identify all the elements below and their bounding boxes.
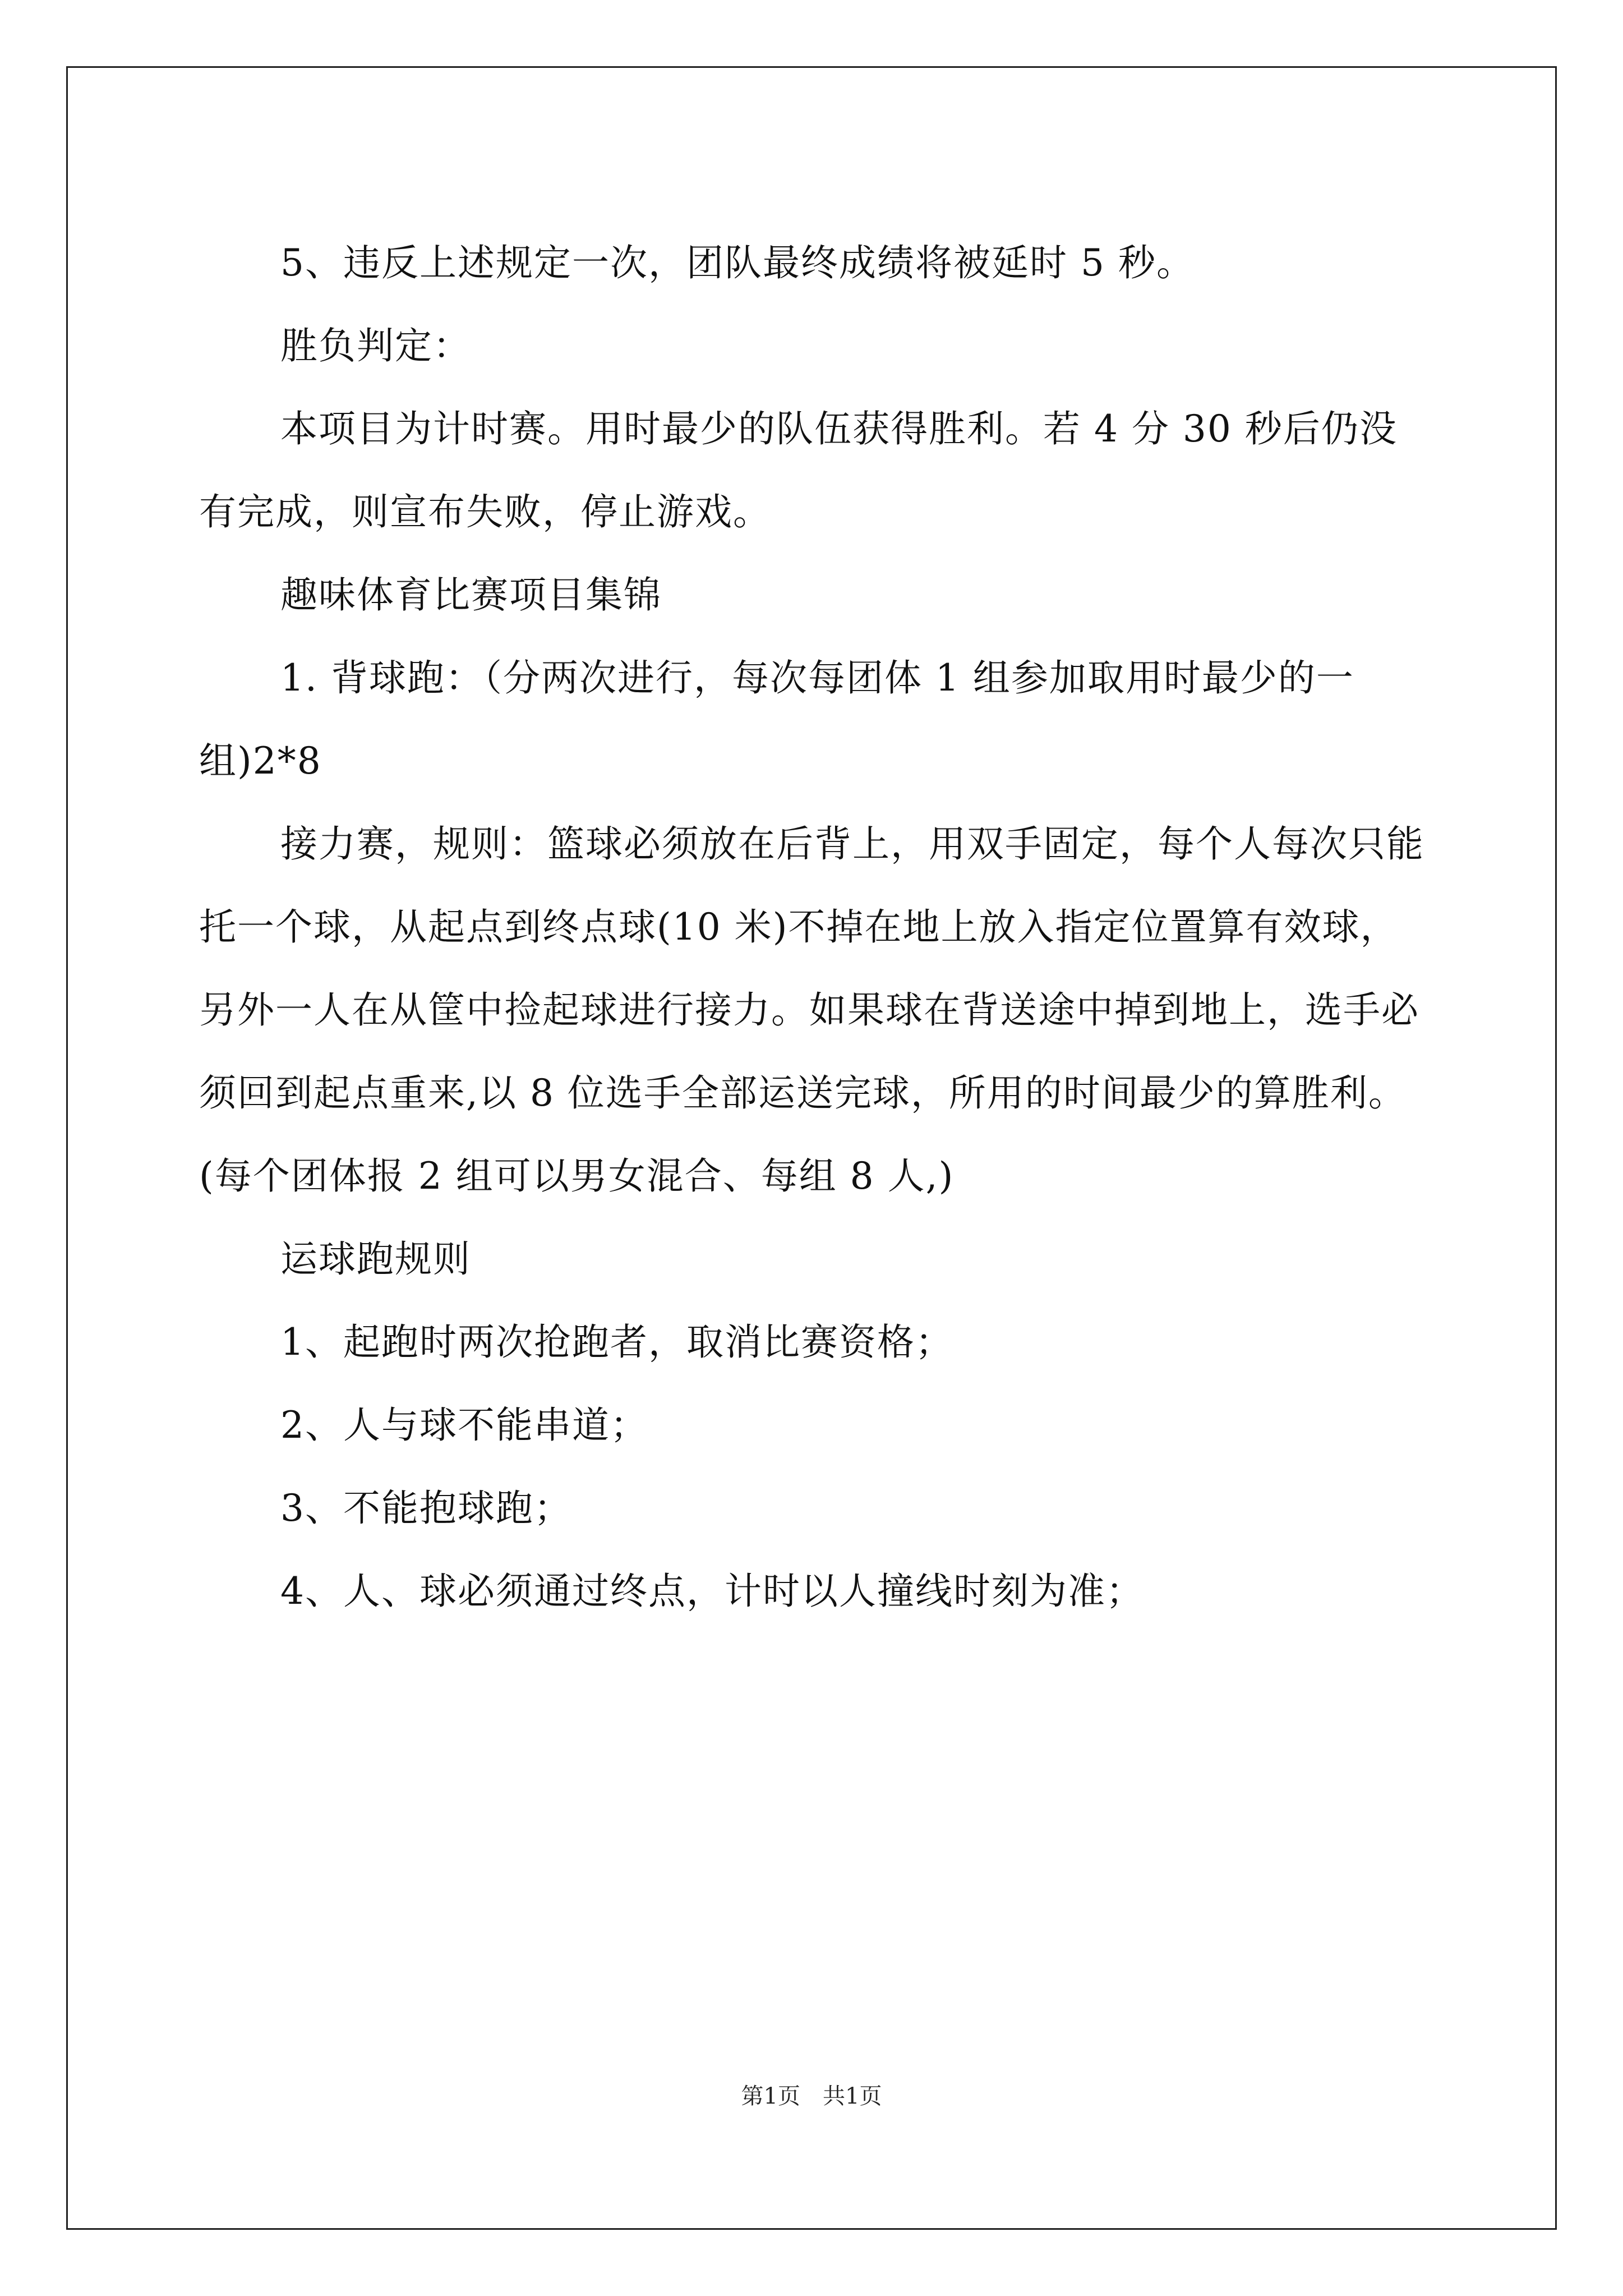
paragraph: 本项目为计时赛。用时最少的队伍获得胜利。若 4 分 30 秒后仍没有完成，则宣布失败，停止游戏。 xyxy=(199,407,1398,533)
paragraph: 5、违反上述规定一次，团队最终成绩将被延时 5 秒。 xyxy=(280,241,1195,284)
paragraph: 运球跑规则 xyxy=(280,1237,471,1281)
paragraph: 趣味体育比赛项目集锦 xyxy=(280,573,662,616)
page-footer: 第1页 共1页 xyxy=(741,2083,882,2109)
paragraph: 4、人、球必须通过终点，计时以人撞线时刻为准； xyxy=(280,1570,1144,1613)
paragraph: 2、人与球不能串道； xyxy=(280,1404,648,1447)
document-body xyxy=(199,222,1427,1633)
paragraph: 1. 背球跑：（分两次进行，每次每团体 1 组参加取用时最少的一组)2*8 xyxy=(199,656,1354,783)
paragraph: 3、不能抱球跑； xyxy=(280,1487,572,1530)
paragraph: 接力赛，规则：篮球必须放在后背上，用双手固定，每个人每次只能托一个球，从起点到终点球(10 米)不掉在地上放入指定位置算有效球，另外一人在从筐中捡起球进行接力。如果球在背送途中掉到地上，选手必须回到起点重来,以 8 位选手全部运送完球，所用的时间最少的算胜利。(每个团体报 2 组可以男女混合、每组 8 人,) xyxy=(199,822,1424,1198)
paragraph: 胜负判定： xyxy=(280,324,471,367)
paragraph: 1、起跑时两次抢跑者，取消比赛资格； xyxy=(280,1320,953,1364)
